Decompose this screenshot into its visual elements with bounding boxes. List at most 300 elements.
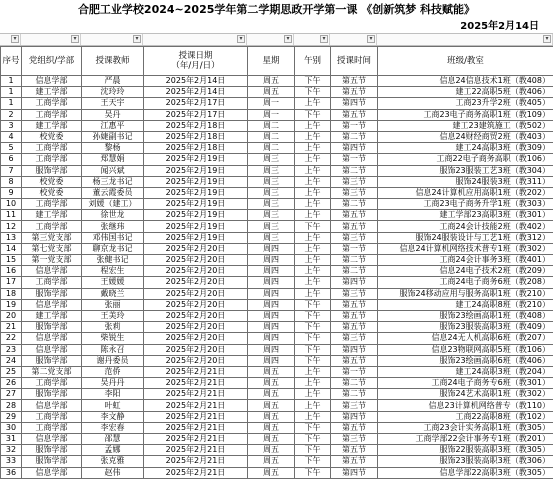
dropdown-arrow-icon[interactable]: ▾ xyxy=(320,35,328,43)
table-row xyxy=(1,411,553,422)
table-cell: 2025年2月19日 xyxy=(144,176,248,187)
table-cell: 信息24财经商贸2班（教403） xyxy=(378,131,553,142)
table-row xyxy=(1,243,553,254)
table-cell: 服饰23绘画高职6班（教406） xyxy=(378,355,553,366)
table-cell: 周五 xyxy=(248,378,295,389)
table-cell: 2025年2月20日 xyxy=(144,243,248,254)
dropdown-arrow-icon[interactable]: ▾ xyxy=(237,35,245,43)
table-cell: 第四节 xyxy=(331,98,378,109)
table-cell: 下午 xyxy=(295,299,331,310)
table-cell: 2025年2月20日 xyxy=(144,344,248,355)
table-cell: 周五 xyxy=(248,456,295,467)
table-cell: 第五节 xyxy=(331,422,378,433)
table-cell: 工商22高职8班（教102） xyxy=(378,411,553,422)
table-cell: 26 xyxy=(1,378,22,389)
table-row xyxy=(1,355,553,366)
table-cell: 工商23会计实务高职1班（教305） xyxy=(378,422,553,433)
table-cell: 张健书记 xyxy=(82,255,144,266)
table-cell: 服饰24艺术高职1班（教302） xyxy=(378,389,553,400)
table-cell: 2025年2月21日 xyxy=(144,389,248,400)
table-cell: 18 xyxy=(1,288,22,299)
table-cell: 服饰学部 xyxy=(22,355,82,366)
table-cell: 第五节 xyxy=(331,221,378,232)
table-cell: 第三节 xyxy=(331,232,378,243)
table-cell: 第五节 xyxy=(331,456,378,467)
table-cell: 周五 xyxy=(248,411,295,422)
table-cell: 2025年2月20日 xyxy=(144,333,248,344)
table-cell: 1 xyxy=(1,87,22,98)
table-cell: 2025年2月19日 xyxy=(144,221,248,232)
table-row xyxy=(1,322,553,333)
table-cell: 第五节 xyxy=(331,445,378,456)
table-cell: 信息学部 xyxy=(22,76,82,87)
table-cell: 下午 xyxy=(295,445,331,456)
table-cell: 信息24计算机网络技术普专1班（教302） xyxy=(378,243,553,254)
table-cell: 2025年2月18日 xyxy=(144,131,248,142)
table-cell: 建工24高职8班（教210） xyxy=(378,299,553,310)
table-row xyxy=(1,109,553,120)
table-cell: 第三节 xyxy=(331,400,378,411)
table-row xyxy=(1,187,553,198)
table-cell: 柴锐生 xyxy=(82,333,144,344)
table-cell: 周四 xyxy=(248,310,295,321)
table-cell: 孙婕副书记 xyxy=(82,131,144,142)
table-cell: 工商学部 xyxy=(22,143,82,154)
table-cell: 周二 xyxy=(248,120,295,131)
table-cell: 2025年2月19日 xyxy=(144,232,248,243)
table-cell: 16 xyxy=(1,266,22,277)
table-cell: 李宏春 xyxy=(82,422,144,433)
table-cell: 王媛媛 xyxy=(82,277,144,288)
table-cell: 上午 xyxy=(295,165,331,176)
table-cell: 周四 xyxy=(248,243,295,254)
table-row xyxy=(1,378,553,389)
table-row xyxy=(1,277,553,288)
table-cell: 2025年2月20日 xyxy=(144,266,248,277)
table-cell: 4 xyxy=(1,131,22,142)
table-cell: 服饰22服装高职3班（教305） xyxy=(378,445,553,456)
table-cell: 王天宇 xyxy=(82,98,144,109)
table-cell: 服饰学部 xyxy=(22,322,82,333)
table-cell: 上午 xyxy=(295,266,331,277)
table-cell: 周一 xyxy=(248,109,295,120)
table-cell: 赵伟 xyxy=(82,467,144,478)
table-cell: 建工学部 xyxy=(22,210,82,221)
table-cell: 2025年2月21日 xyxy=(144,366,248,377)
filter-cell xyxy=(377,34,553,45)
table-cell: 服饰23服装高职3班（教306） xyxy=(378,456,553,467)
table-cell: 2025年2月20日 xyxy=(144,277,248,288)
table-cell: 2025年2月17日 xyxy=(144,98,248,109)
table-cell: 信息24计算机应用高职1班（教202） xyxy=(378,187,553,198)
table-row xyxy=(1,389,553,400)
table-cell: 2025年2月14日 xyxy=(144,76,248,87)
table-cell: 14 xyxy=(1,243,22,254)
table-cell: 36 xyxy=(1,467,22,478)
table-cell: 下午 xyxy=(295,76,331,87)
table-cell: 服饰学部 xyxy=(22,389,82,400)
table-cell: 工商24会计事务3班（教401） xyxy=(378,255,553,266)
table-cell: 上午 xyxy=(295,210,331,221)
table-cell: 建工24高职3班（教309） xyxy=(378,143,553,154)
dropdown-arrow-icon[interactable]: ▾ xyxy=(367,35,375,43)
table-cell: 上午 xyxy=(295,199,331,210)
table-cell: 建工学部23高职3班（教301） xyxy=(378,210,553,221)
table-cell: 第七党支部 xyxy=(22,243,82,254)
table-cell: 20 xyxy=(1,310,22,321)
table-cell: 第四节 xyxy=(331,467,378,478)
table-cell: 服饰学部 xyxy=(22,445,82,456)
table-cell: 7 xyxy=(1,165,22,176)
table-cell: 第四节 xyxy=(331,411,378,422)
table-cell: 上午 xyxy=(295,98,331,109)
table-cell: 32 xyxy=(1,445,22,456)
dropdown-arrow-icon[interactable]: ▾ xyxy=(71,35,79,43)
table-cell: 周五 xyxy=(248,87,295,98)
table-cell: 周五 xyxy=(248,445,295,456)
table-cell: 2025年2月20日 xyxy=(144,322,248,333)
column-header: 星期 xyxy=(248,47,295,76)
table-cell: 建工学部 xyxy=(22,87,82,98)
table-cell: 2025年2月19日 xyxy=(144,210,248,221)
table-cell: 邓伟国书记 xyxy=(82,232,144,243)
table-cell: 上午 xyxy=(295,120,331,131)
table-cell: 10 xyxy=(1,199,22,210)
table-cell: 第二节 xyxy=(331,199,378,210)
table-cell: 下午 xyxy=(295,344,331,355)
table-row xyxy=(1,154,553,165)
table-cell: 工商学部 xyxy=(22,277,82,288)
table-row xyxy=(1,445,553,456)
table-cell: 第三节 xyxy=(331,288,378,299)
column-header: 序号 xyxy=(1,47,22,76)
table-cell: 周四 xyxy=(248,299,295,310)
table-cell: 第四节 xyxy=(331,277,378,288)
table-cell: 下午 xyxy=(295,322,331,333)
table-cell: 周三 xyxy=(248,176,295,187)
table-cell: 上午 xyxy=(295,232,331,243)
table-row xyxy=(1,299,553,310)
table-cell: 周三 xyxy=(248,232,295,243)
table-cell: 周三 xyxy=(248,187,295,198)
table-cell: 上午 xyxy=(295,255,331,266)
table-cell: 第五节 xyxy=(331,355,378,366)
table-cell: 信息学部 xyxy=(22,467,82,478)
table-cell: 第四节 xyxy=(331,143,378,154)
table-row xyxy=(1,255,553,266)
table-cell: 江惠平 xyxy=(82,120,144,131)
table-cell: 第五节 xyxy=(331,299,378,310)
table-cell: 第五节 xyxy=(331,76,378,87)
table-row xyxy=(1,120,553,131)
table-cell: 21 xyxy=(1,322,22,333)
table-cell: 工商学部 xyxy=(22,199,82,210)
table-row xyxy=(1,344,553,355)
table-cell: 第二节 xyxy=(331,165,378,176)
table-cell: 信息学部 xyxy=(22,266,82,277)
table-cell: 29 xyxy=(1,411,22,422)
sheet-title: 合肥工业学校2024~2025学年第二学期思政开学第一课 《创新筑梦 科技赋能》 xyxy=(77,3,476,16)
table-cell: 第三节 xyxy=(331,176,378,187)
schedule-table xyxy=(0,46,553,479)
table-cell: 上午 xyxy=(295,243,331,254)
table-cell: 周一 xyxy=(248,98,295,109)
table-row xyxy=(1,199,553,210)
table-cell: 27 xyxy=(1,389,22,400)
table-cell: 聊京龙书记 xyxy=(82,243,144,254)
table-cell: 上午 xyxy=(295,277,331,288)
table-cell: 下午 xyxy=(295,109,331,120)
table-cell: 服饰23服装高职3班（教409） xyxy=(378,322,553,333)
table-cell: 2025年2月21日 xyxy=(144,434,248,445)
table-cell: 工商学部 xyxy=(22,109,82,120)
table-cell: 建工24高职3班（教204） xyxy=(378,366,553,377)
table-cell: 校党委 xyxy=(22,187,82,198)
table-cell: 信息学部 xyxy=(22,333,82,344)
table-cell: 2025年2月19日 xyxy=(144,165,248,176)
table-cell: 王美玲 xyxy=(82,310,144,321)
dropdown-arrow-icon[interactable]: ▾ xyxy=(543,35,551,43)
table-cell: 李阳 xyxy=(82,389,144,400)
filter-cell xyxy=(294,34,330,45)
table-cell: 上午 xyxy=(295,176,331,187)
table-cell: 第二节 xyxy=(331,389,378,400)
table-cell: 2025年2月21日 xyxy=(144,378,248,389)
table-cell: 2025年2月18日 xyxy=(144,120,248,131)
table-cell: 信息23计算机网络普专（教110） xyxy=(378,400,553,411)
table-cell: 工商学部 xyxy=(22,221,82,232)
table-cell: 张继玮 xyxy=(82,221,144,232)
filter-cell xyxy=(247,34,294,45)
table-cell: 2025年2月17日 xyxy=(144,109,248,120)
table-cell: 信息学部 xyxy=(22,434,82,445)
table-row xyxy=(1,98,553,109)
column-header: 党组织/学部 xyxy=(22,47,82,76)
table-cell: 周四 xyxy=(248,322,295,333)
table-cell: 刘媛（建工） xyxy=(82,199,144,210)
table-row xyxy=(1,366,553,377)
table-cell: 工商24电子商务6班（教208） xyxy=(378,277,553,288)
table-cell: 第二节 xyxy=(331,131,378,142)
table-cell: 沈玲玲 xyxy=(82,87,144,98)
table-cell: 信息学部 xyxy=(22,344,82,355)
table-cell: 周五 xyxy=(248,467,295,478)
table-cell: 上午 xyxy=(295,143,331,154)
table-cell: 郑慧娟 xyxy=(82,154,144,165)
table-cell: 2025年2月21日 xyxy=(144,445,248,456)
table-cell: 信息学部 xyxy=(22,299,82,310)
table-cell: 周五 xyxy=(248,434,295,445)
table-row xyxy=(1,422,553,433)
table-row xyxy=(1,221,553,232)
table-cell: 工商23电子商务高职1班（教109） xyxy=(378,109,553,120)
table-cell: 上午 xyxy=(295,131,331,142)
table-cell: 周五 xyxy=(248,400,295,411)
table-cell: 工商24电子商务专6班（教301） xyxy=(378,378,553,389)
table-cell: 2025年2月20日 xyxy=(144,288,248,299)
table-cell: 孟娜 xyxy=(82,445,144,456)
table-cell: 工商23电子商务升学1班（教303） xyxy=(378,199,553,210)
table-cell: 范侨 xyxy=(82,366,144,377)
table-cell: 2025年2月20日 xyxy=(144,310,248,321)
table-cell: 李文静 xyxy=(82,411,144,422)
table-cell: 2025年2月14日 xyxy=(144,87,248,98)
table-cell: 2025年2月19日 xyxy=(144,199,248,210)
table-cell: 22 xyxy=(1,333,22,344)
table-cell: 工商23升学2班（教405） xyxy=(378,98,553,109)
table-cell: 周二 xyxy=(248,143,295,154)
table-cell: 3 xyxy=(1,120,22,131)
column-header: 班级/教室 xyxy=(378,47,553,76)
dropdown-arrow-icon[interactable]: ▾ xyxy=(11,35,19,43)
table-cell: 建工学部 xyxy=(22,310,82,321)
table-row xyxy=(1,310,553,321)
table-cell: 工商学部 xyxy=(22,378,82,389)
table-cell: 下午 xyxy=(295,355,331,366)
table-cell: 周四 xyxy=(248,355,295,366)
table-cell: 2025年2月18日 xyxy=(144,143,248,154)
table-cell: 工商学部 xyxy=(22,98,82,109)
table-cell: 23 xyxy=(1,344,22,355)
table-cell: 服饰24服装设计与工艺1班（教312） xyxy=(378,232,553,243)
table-cell: 周五 xyxy=(248,389,295,400)
table-cell: 徐世龙 xyxy=(82,210,144,221)
header-row xyxy=(1,47,553,76)
table-cell: 建工22高职5班（教406） xyxy=(378,87,553,98)
table-cell: 31 xyxy=(1,434,22,445)
sheet-date: 2025年2月14日 xyxy=(460,21,539,32)
table-cell: 信息23物联网高职5班（教106） xyxy=(378,344,553,355)
table-cell: 1 xyxy=(1,76,22,87)
table-cell: 黎杨 xyxy=(82,143,144,154)
table-cell: 第一党支部 xyxy=(22,255,82,266)
table-cell: 第五节 xyxy=(331,87,378,98)
table-cell: 5 xyxy=(1,143,22,154)
table-row xyxy=(1,165,553,176)
dropdown-arrow-icon[interactable]: ▾ xyxy=(284,35,292,43)
table-cell: 6 xyxy=(1,154,22,165)
table-cell: 叶虹 xyxy=(82,400,144,411)
dropdown-arrow-icon[interactable]: ▾ xyxy=(133,35,141,43)
table-cell: 服饰24移动应用与服务高职1班（教210） xyxy=(378,288,553,299)
table-cell: 第三节 xyxy=(331,187,378,198)
table-cell: 下午 xyxy=(295,333,331,344)
table-cell: 2 xyxy=(1,109,22,120)
table-cell: 周四 xyxy=(248,277,295,288)
table-cell: 下午 xyxy=(295,87,331,98)
table-cell: 服饰学部 xyxy=(22,288,82,299)
table-row xyxy=(1,76,553,87)
table-row xyxy=(1,232,553,243)
table-cell: 周三 xyxy=(248,210,295,221)
table-cell: 12 xyxy=(1,221,22,232)
table-cell: 周五 xyxy=(248,422,295,433)
table-cell: 第三节 xyxy=(331,434,378,445)
table-cell: 第一节 xyxy=(331,366,378,377)
filter-cell xyxy=(21,34,81,45)
table-cell: 11 xyxy=(1,210,22,221)
table-cell: 服饰学部 xyxy=(22,456,82,467)
table-cell: 下午 xyxy=(295,467,331,478)
table-cell: 2025年2月21日 xyxy=(144,467,248,478)
table-cell: 张丽 xyxy=(82,299,144,310)
table-cell: 服饰23绘画高职1班（教408） xyxy=(378,310,553,321)
table-cell: 上午 xyxy=(295,411,331,422)
table-cell: 第五节 xyxy=(331,210,378,221)
table-cell: 33 xyxy=(1,456,22,467)
table-row xyxy=(1,434,553,445)
filter-row xyxy=(0,33,553,46)
table-cell: 13 xyxy=(1,232,22,243)
table-cell: 19 xyxy=(1,299,22,310)
table-cell: 服饰23服装工艺3班（教304） xyxy=(378,165,553,176)
table-row xyxy=(1,288,553,299)
table-cell: 2025年2月20日 xyxy=(144,255,248,266)
table-cell: 建工学部 xyxy=(22,120,82,131)
table-cell: 28 xyxy=(1,400,22,411)
table-cell: 第二节 xyxy=(331,266,378,277)
table-cell: 2025年2月20日 xyxy=(144,355,248,366)
table-cell: 张克雅 xyxy=(82,456,144,467)
table-cell: 上午 xyxy=(295,187,331,198)
column-header: 授课教师 xyxy=(82,47,144,76)
table-cell: 2025年2月19日 xyxy=(144,187,248,198)
table-cell: 8 xyxy=(1,176,22,187)
table-cell: 2025年2月21日 xyxy=(144,411,248,422)
table-cell: 2025年2月21日 xyxy=(144,422,248,433)
table-cell: 周五 xyxy=(248,366,295,377)
table-cell: 上午 xyxy=(295,154,331,165)
table-cell: 闻兴斌 xyxy=(82,165,144,176)
table-cell: 第五节 xyxy=(331,109,378,120)
table-cell: 信息24无人机高职6班（教207） xyxy=(378,333,553,344)
filter-cell xyxy=(330,34,377,45)
table-cell: 服饰24服装3班（教311） xyxy=(378,176,553,187)
filter-cell xyxy=(0,34,21,45)
table-cell: 周五 xyxy=(248,76,295,87)
table-cell: 张莉 xyxy=(82,322,144,333)
table-row xyxy=(1,131,553,142)
table-cell: 邵慧 xyxy=(82,434,144,445)
table-row xyxy=(1,456,553,467)
table-cell: 第一节 xyxy=(331,154,378,165)
table-cell: 程宏生 xyxy=(82,266,144,277)
table-cell: 下午 xyxy=(295,221,331,232)
table-cell: 信息24信息技术1班（教408） xyxy=(378,76,553,87)
table-cell: 吴丹 xyxy=(82,109,144,120)
table-cell: 周二 xyxy=(248,131,295,142)
table-row xyxy=(1,467,553,478)
table-cell: 工商22电子商务高职（教106） xyxy=(378,154,553,165)
table-row xyxy=(1,210,553,221)
table-cell: 2025年2月19日 xyxy=(144,154,248,165)
table-cell: 上午 xyxy=(295,389,331,400)
column-header: 授课日期 （年/月/日） xyxy=(144,47,248,76)
table-cell: 工商学部22会计事务专1班（教201） xyxy=(378,434,553,445)
table-cell: 服饰学部 xyxy=(22,165,82,176)
table-cell: 25 xyxy=(1,366,22,377)
table-cell: 9 xyxy=(1,187,22,198)
table-cell: 严晨 xyxy=(82,76,144,87)
table-cell: 信息学部22高职3班（教305） xyxy=(378,467,553,478)
column-header: 午别 xyxy=(295,47,331,76)
table-cell: 周三 xyxy=(248,199,295,210)
table-cell: 上午 xyxy=(295,400,331,411)
table-cell: 信息24电子技术2班（教209） xyxy=(378,266,553,277)
table-cell: 建工23建筑施工（教502） xyxy=(378,120,553,131)
table-cell: 第五节 xyxy=(331,322,378,333)
table-cell: 杨三龙书记 xyxy=(82,176,144,187)
